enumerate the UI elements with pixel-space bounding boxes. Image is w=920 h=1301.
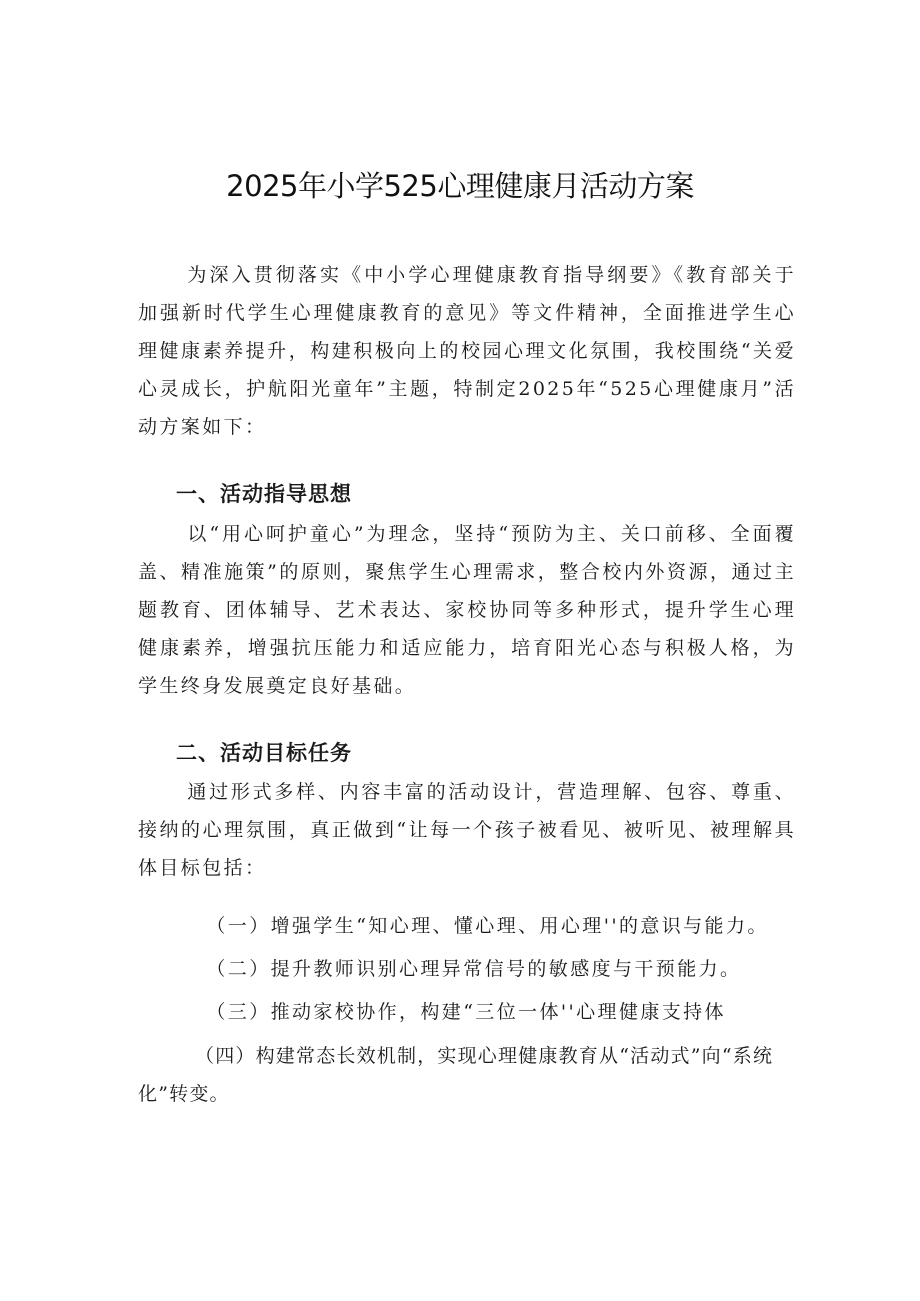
goal-item-1: （一）增强学生“知心理、懂心理、用心理''的意识与能力。 <box>206 915 769 937</box>
goal-item-4: （四）构建常态长效机制，实现心理健康教育从“活动式”向“系统化”转变。 <box>138 1045 774 1105</box>
section-body-goals: 通过形式多样、内容丰富的活动设计，营造理解、包容、尊重、接纳的心理氛围，真正做到“让每一个孩子被看见、被听见、被理解具体目标包括： <box>138 781 796 879</box>
intro-paragraph: 为深入贯彻落实《中小学心理健康教育指导纲要》《教育部关于加强新时代学生心理健康教育的意见》等文件精神，全面推进学生心理健康素养提升，构建积极向上的校园心理文化氛围，我校围绕“关爱心灵成长，护航阳光童年”主题，特制定2025年“525心理健康月”活动方案如下： <box>138 264 796 438</box>
document-title: 2025年小学525心理健康月活动方案 <box>226 169 694 203</box>
goal-item-3: （三）推动家校协作，构建“三位一体''心理健康支持体 <box>206 1001 726 1023</box>
section-body-guiding-ideology: 以“用心呵护童心”为理念，坚持“预防为主、关口前移、全面覆盖、精准施策”的原则，聚焦学生心理需求，整合校内外资源，通过主题教育、团体辅导、艺术表达、家校协同等多种形式，提升学生心理健康素养，增强抗压能力和适应能力，培育阳光心态与积极人格，为学生终身发展奠定良好基础。 <box>138 523 796 697</box>
section-heading-goals: 二、活动目标任务 <box>176 741 352 765</box>
goal-item-2: （二）提升教师识别心理异常信号的敏感度与干预能力。 <box>206 958 742 980</box>
section-heading-guiding-ideology: 一、活动指导思想 <box>176 482 352 506</box>
